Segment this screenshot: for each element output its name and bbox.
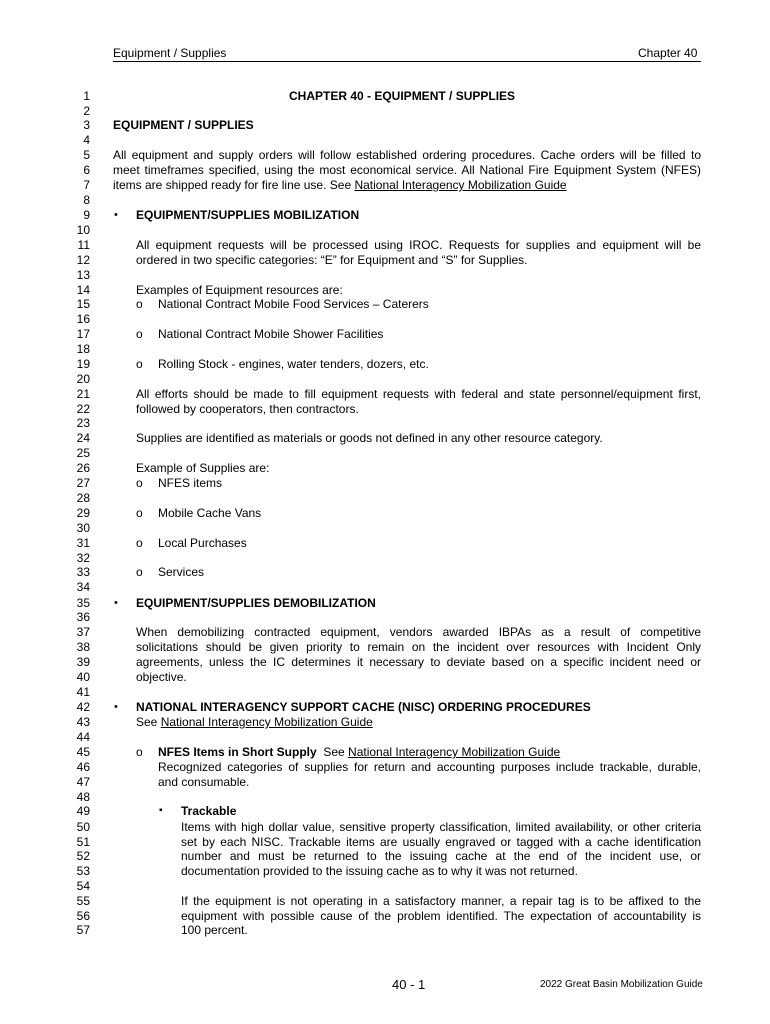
supply-example-item: NFES items xyxy=(158,476,223,490)
line-number: 55 xyxy=(76,894,90,908)
list-marker: o xyxy=(136,536,143,550)
short-supply-title: NFES Items in Short Supply xyxy=(158,745,317,759)
demobilization-text: When demobilizing contracted equipment, vendors awarded IBPAs as a result of competitive xyxy=(136,625,701,639)
line-number: 15 xyxy=(76,297,90,311)
mobilization-text: followed by cooperators, then contractors. xyxy=(136,402,359,416)
line-number: 23 xyxy=(76,416,90,430)
line-number: 3 xyxy=(83,118,90,132)
line-number: 46 xyxy=(76,760,90,774)
line-number: 28 xyxy=(76,491,90,505)
trackable-text: Items with high dollar value, sensitive property classification, limited availability, or other criteria xyxy=(181,820,701,834)
line-number: 52 xyxy=(76,849,90,863)
line-number: 33 xyxy=(76,565,90,579)
line-number: 13 xyxy=(76,268,90,282)
equipment-example-item: National Contract Mobile Shower Facilities xyxy=(158,327,384,341)
list-marker: o xyxy=(136,357,143,371)
line-number: 26 xyxy=(76,461,90,475)
equipment-example-item: National Contract Mobile Food Services – Caterers xyxy=(158,297,429,311)
mobilization-heading: EQUIPMENT/SUPPLIES MOBILIZATION xyxy=(136,208,360,222)
line-number: 39 xyxy=(76,655,90,669)
list-marker: o xyxy=(136,565,143,579)
bullet-marker: • xyxy=(114,597,118,609)
nisc-heading: NATIONAL INTERAGENCY SUPPORT CACHE (NISC) ORDERING PROCEDURES xyxy=(136,700,591,714)
bullet-marker: • xyxy=(114,701,118,713)
line-number: 53 xyxy=(76,864,90,878)
intro-line: items are shipped ready for fire line use. See National Interagency Mobilization Guide xyxy=(113,178,567,192)
line-number: 48 xyxy=(76,790,90,804)
line-number: 21 xyxy=(76,387,90,401)
line-number: 40 xyxy=(76,670,90,684)
line-number: 31 xyxy=(76,536,90,550)
line-number: 20 xyxy=(76,372,90,386)
line-number: 45 xyxy=(76,745,90,759)
list-marker: o xyxy=(136,745,143,759)
line-number: 34 xyxy=(76,580,90,594)
line-number: 54 xyxy=(76,879,90,893)
line-number: 22 xyxy=(76,402,90,416)
trackable-text: 100 percent. xyxy=(181,923,248,937)
equipment-example-item: Rolling Stock - engines, water tenders, dozers, etc. xyxy=(158,357,429,371)
mobilization-guide-link[interactable]: National Interagency Mobilization Guide xyxy=(354,178,567,192)
line-number: 47 xyxy=(76,775,90,789)
line-number: 8 xyxy=(83,193,90,207)
supply-example-item: Local Purchases xyxy=(158,536,247,550)
square-bullet-marker: ▪ xyxy=(159,805,163,816)
list-marker: o xyxy=(136,476,143,490)
list-marker: o xyxy=(136,327,143,341)
mobilization-text: ordered in two specific categories: “E” for Equipment and “S” for Supplies. xyxy=(136,253,528,267)
line-number: 19 xyxy=(76,357,90,371)
line-number: 41 xyxy=(76,685,90,699)
list-marker: o xyxy=(136,297,143,311)
line-number: 14 xyxy=(76,283,90,297)
running-header-left: Equipment / Supplies xyxy=(113,46,227,60)
trackable-title: Trackable xyxy=(181,804,237,818)
line-number: 10 xyxy=(76,223,90,237)
supply-example-item: Mobile Cache Vans xyxy=(158,506,262,520)
line-number: 51 xyxy=(76,835,90,849)
mobilization-text: Supplies are identified as materials or goods not defined in any other resource category. xyxy=(136,431,603,445)
line-number: 17 xyxy=(76,327,90,341)
section-title: EQUIPMENT / SUPPLIES xyxy=(113,118,254,132)
intro-line: All equipment and supply orders will follow established ordering procedures. Cache orders will be filled to xyxy=(113,148,701,162)
demobilization-text: agreements, unless the IC determines it necessary to deviate based on a specific incident need or xyxy=(136,655,701,669)
line-number: 4 xyxy=(83,133,90,147)
line-number: 49 xyxy=(76,804,90,818)
line-number: 16 xyxy=(76,312,90,326)
line-number: 29 xyxy=(76,506,90,520)
footer-title: 2022 Great Basin Mobilization Guide xyxy=(540,979,703,990)
line-number: 18 xyxy=(76,342,90,356)
line-number: 42 xyxy=(76,700,90,714)
line-number: 32 xyxy=(76,551,90,565)
demobilization-text: objective. xyxy=(136,670,187,684)
supply-example-item: Services xyxy=(158,565,205,579)
nisc-see-line: See National Interagency Mobilization Guide xyxy=(136,715,373,729)
trackable-text: documentation provided to the issuing cache as to why it was not returned. xyxy=(181,864,578,878)
mobilization-text: All equipment requests will be processed using IROC. Requests for supplies and equipment will be xyxy=(136,238,701,252)
line-number: 38 xyxy=(76,640,90,654)
intro-line: meet timeframes specified, using the most economical service. All National Fire Equipment System (NFES) xyxy=(113,163,701,177)
line-number: 2 xyxy=(83,104,90,118)
line-number: 6 xyxy=(83,163,90,177)
list-marker: o xyxy=(136,506,143,520)
supply-examples-intro: Example of Supplies are: xyxy=(136,461,270,475)
line-number: 50 xyxy=(76,820,90,834)
categories-text: and consumable. xyxy=(158,775,250,789)
line-number: 35 xyxy=(76,596,90,610)
line-number: 43 xyxy=(76,715,90,729)
bullet-marker: • xyxy=(114,209,118,221)
line-number: 44 xyxy=(76,730,90,744)
running-header-right: Chapter 40 xyxy=(638,46,698,60)
line-number: 30 xyxy=(76,521,90,535)
short-supply-title-line: NFES Items in Short Supply See National Interagency Mobilization Guide xyxy=(158,745,561,759)
line-number: 37 xyxy=(76,625,90,639)
line-number: 56 xyxy=(76,909,90,923)
equipment-examples-intro: Examples of Equipment resources are: xyxy=(136,283,343,297)
line-number: 27 xyxy=(76,476,90,490)
line-number: 24 xyxy=(76,431,90,445)
line-number: 57 xyxy=(76,923,90,937)
line-number: 7 xyxy=(83,178,90,192)
mobilization-guide-link[interactable]: National Interagency Mobilization Guide xyxy=(160,715,373,729)
line-number: 25 xyxy=(76,446,90,460)
line-number: 36 xyxy=(76,610,90,624)
mobilization-text: All efforts should be made to fill equipment requests with federal and state personnel/equipment first, xyxy=(136,387,701,401)
demobilization-heading: EQUIPMENT/SUPPLIES DEMOBILIZATION xyxy=(136,596,376,610)
header-rule xyxy=(113,61,701,62)
line-number: 1 xyxy=(83,89,90,103)
line-number: 9 xyxy=(83,208,90,222)
line-number: 11 xyxy=(77,238,90,252)
trackable-text: If the equipment is not operating in a satisfactory manner, a repair tag is to be affixed to the xyxy=(181,894,701,908)
trackable-text: set by each NISC. Trackable items are usually engraved or tagged with a cache identification xyxy=(181,835,701,849)
trackable-text: equipment with possible cause of the problem identified. The expectation of accountability is xyxy=(181,909,701,923)
trackable-text: number and must be returned to the issuing cache at the end of the incident use, or xyxy=(181,849,701,863)
demobilization-text: solicitations should be given priority to remain on the incident over resources with Incident Only xyxy=(136,640,701,654)
mobilization-guide-link[interactable]: National Interagency Mobilization Guide xyxy=(348,745,561,759)
line-number: 5 xyxy=(83,148,90,162)
line-number: 12 xyxy=(76,253,90,267)
categories-text: Recognized categories of supplies for return and accounting purposes include trackable, durable, xyxy=(158,760,701,774)
page-number: 40 - 1 xyxy=(392,977,426,992)
chapter-title: CHAPTER 40 - EQUIPMENT / SUPPLIES xyxy=(289,89,516,103)
